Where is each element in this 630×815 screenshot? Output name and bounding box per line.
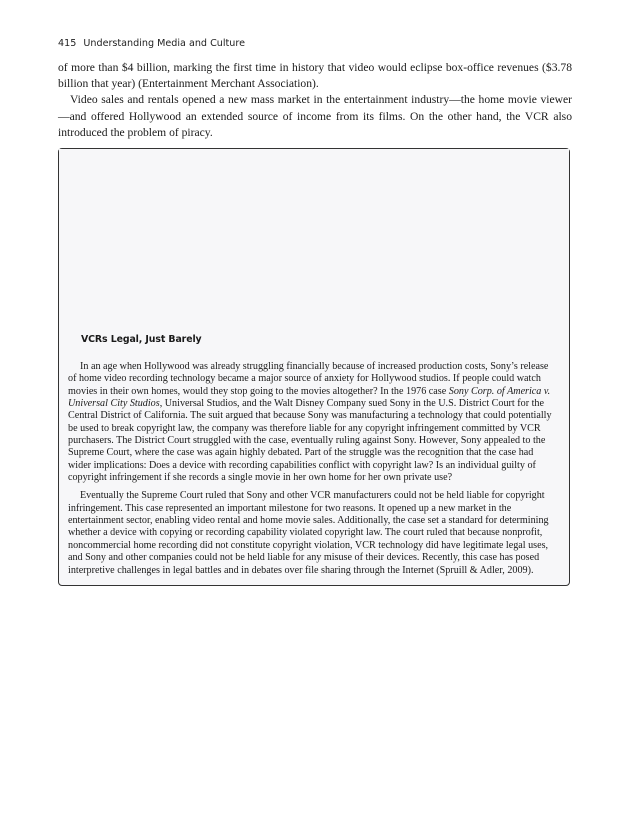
page-number: 415 [58, 38, 77, 49]
feature-title: VCRs Legal, Just Barely [81, 334, 202, 345]
feature-box [58, 148, 570, 586]
body-paragraph-1: of more than $4 billion, marking the first time in history that video would eclipse box-office revenues ($3.78 billion that year) (Entertainment Merchant Association). [58, 61, 572, 91]
feature-body [68, 361, 556, 583]
body-text [58, 60, 572, 141]
feature-paragraph-1-end: , Universal Studios, and the Walt Disney Company sued Sony in the U.S. District Court for the Central District of California. The suit argued that because Sony was manufacturing a technology that could potentially be used to break copyright law, the company was therefore liable for any copyright infringement committed by VCR purchasers. The District Court struggled with the case, eventually ruling against Sony. However, Sony appealed to the Supreme Court, where the case was again highly debated. Part of the struggle was the recognition that the case had wider implications: Does a device with recording capabilities conflict with copyright law? Is an individual guilty of copyright infringement if she records a single movie in her own home for her own private use? [68, 398, 552, 484]
feature-paragraph-1 [68, 361, 556, 484]
body-paragraph-2: Video sales and rentals opened a new mass market in the entertainment industry—the home movie viewer—and offered Hollywood an extended source of income from its films. On the other hand, the VCR also introduced the problem of piracy. [58, 93, 572, 139]
case-name: Sony Corp. of America v. Universal City Studios [68, 385, 551, 410]
feature-image-placeholder [59, 149, 569, 329]
running-header [58, 38, 245, 49]
feature-paragraph-1-start: In an age when Hollywood was already struggling financially because of increased production costs, Sony’s release of home video recording technology became a major source of anxiety for Hollywood studios. If people could watch movies in their own homes, would they stop going to the movies altogether? In the 1976 case [68, 361, 549, 397]
book-title: Understanding Media and Culture [83, 38, 245, 49]
feature-paragraph-2: Eventually the Supreme Court ruled that Sony and other VCR manufacturers could not be held liable for copyright infringement. This case represented an important milestone for two reasons. It opened up a new market in the entertainment sector, enabling video rental and home movie sales. Additionally, the case set a standard for determining whether a device with copying or recording capability violated copyright law. The court ruled that because nonprofit, noncommercial home recording did not constitute copyright violation, VCR technology did have legitimate legal uses, and Sony and other companies could not be held liable for any misuse of their devices. Recently, this case has posed interpretive challenges in legal battles and in debates over file sharing through the Internet (Spruill & Adler, 2009). [68, 490, 549, 576]
